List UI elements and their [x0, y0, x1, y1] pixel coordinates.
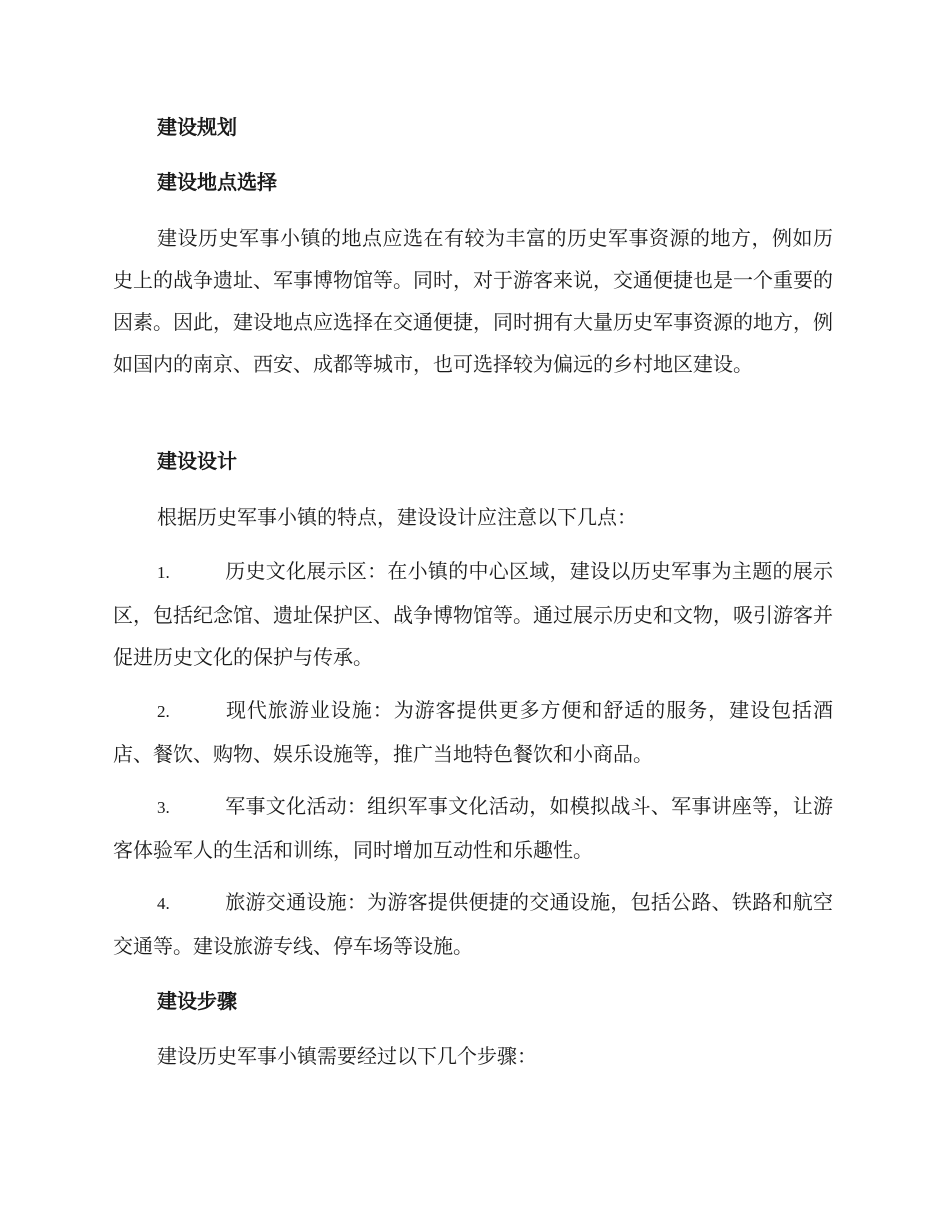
list-item-number: 2.: [157, 702, 170, 721]
list-item-text: 军事文化活动：组织军事文化活动，如模拟战斗、军事讲座等，让游客体验军人的生活和训练，同时增加互动性和乐趣性。: [113, 794, 833, 862]
list-item-text: 现代旅游业设施：为游客提供更多方便和舒适的服务，建设包括酒店、餐饮、购物、娱乐设施等，推广当地特色餐饮和小商品。: [113, 698, 833, 766]
paragraph-site-selection: 建设历史军事小镇的地点应选在有较为丰富的历史军事资源的地方，例如历史上的战争遗址、军事博物馆等。同时，对于游客来说，交通便捷也是一个重要的因素。因此，建设地点应选择在交通便捷，同时拥有大量历史军事资源的地方，例如国内的南京、西安、成都等城市，也可选择较为偏远的乡村地区建设。: [113, 226, 833, 376]
paragraph-steps-intro: 建设历史军事小镇需要经过以下几个步骤：: [157, 1044, 537, 1068]
list-item: [113, 550, 833, 678]
list-item: [113, 785, 833, 871]
list-item: [113, 881, 833, 967]
list-item-text: 旅游交通设施：为游客提供便捷的交通设施，包括公路、铁路和航空交通等。建设旅游专线、停车场等设施。: [113, 890, 833, 958]
heading-design: 建设设计: [157, 449, 237, 473]
heading-plan: 建设规划: [157, 115, 237, 139]
heading-site-selection: 建设地点选择: [157, 170, 277, 194]
heading-steps: 建设步骤: [157, 989, 237, 1013]
list-item: [113, 689, 833, 775]
list-item-number: 4.: [157, 894, 170, 913]
list-item-number: 1.: [157, 563, 170, 582]
list-item-text: 历史文化展示区：在小镇的中心区域，建设以历史军事为主题的展示区，包括纪念馆、遗址保护区、战争博物馆等。通过展示历史和文物，吸引游客并促进历史文化的保护与传承。: [113, 559, 833, 669]
list-item-number: 3.: [157, 798, 170, 817]
paragraph-design-intro: 根据历史军事小镇的特点，建设设计应注意以下几点：: [157, 505, 637, 529]
